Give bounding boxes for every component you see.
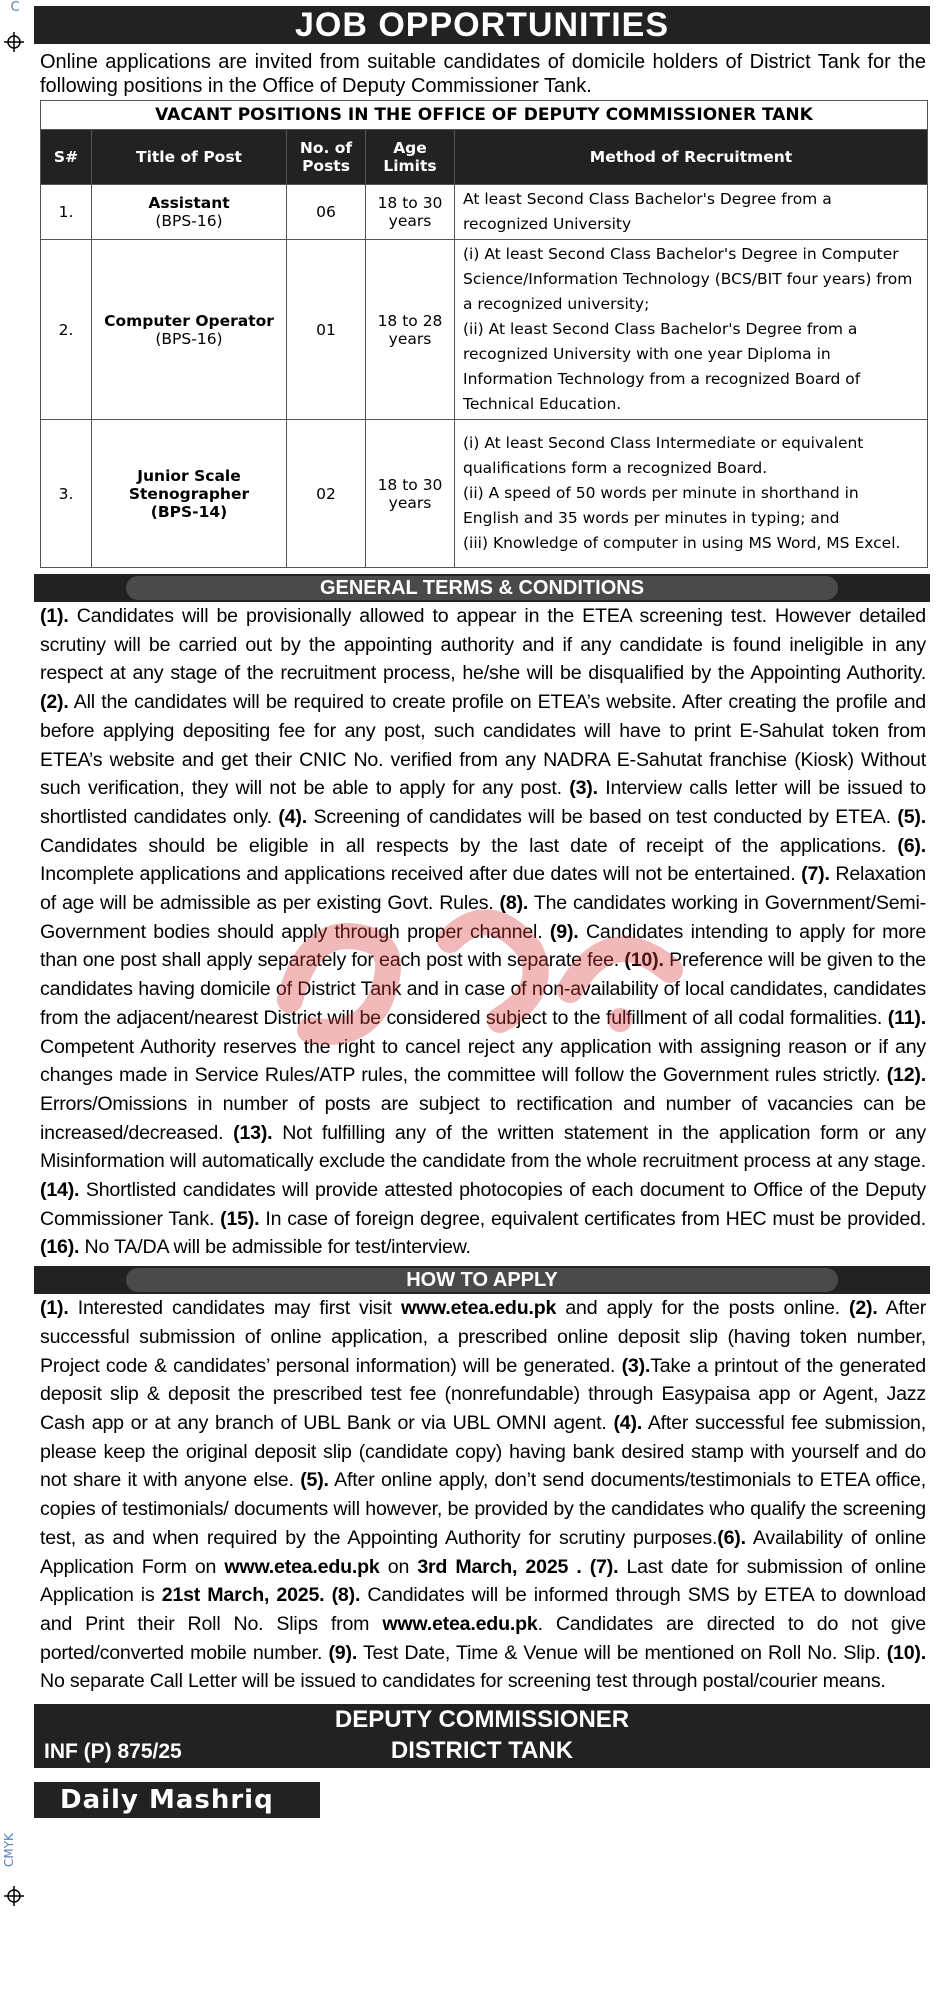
apply-step-7: Last date for submission of online Application is bbox=[40, 1555, 927, 1607]
signature-block bbox=[34, 1704, 930, 1768]
item-number: (2). bbox=[40, 691, 69, 714]
item-number: (2). bbox=[849, 1297, 878, 1320]
intro-text: Online applications are invited from suitable candidates of domicile holders of District Tank for the following positions in the Office of Deputy Commissioner Tank. bbox=[40, 51, 926, 97]
term-item: Errors/Omissions in number of posts are subject to rectification and number of vacancies can be increased/decreased. bbox=[40, 1092, 926, 1144]
vacancy-table-caption: VACANT POSITIONS IN THE OFFICE OF DEPUTY COMMISSIONER TANK bbox=[41, 101, 928, 130]
row-sn: 1. bbox=[41, 185, 92, 240]
apply-step-1: Interested candidates may first visit bbox=[77, 1297, 392, 1320]
item-number: (13). bbox=[233, 1121, 273, 1144]
table-row bbox=[41, 420, 928, 568]
row-posts: 06 bbox=[287, 185, 366, 240]
item-number: (3). bbox=[569, 777, 598, 800]
item-number: (8). bbox=[499, 892, 529, 915]
item-number: (9). bbox=[328, 1641, 358, 1664]
term-item: All the candidates will be required to create profile on ETEA’s website. After creating the profile and before applying depositing fee for any post, such candidates will have to print E-Sahulat token from ETEA’s website and get their CNIC No. verified from any NADRA E-Sahutat franchise (Kiosk) Without such verification, they will not be able to apply for any post. bbox=[40, 691, 926, 800]
etea-link[interactable]: www.etea.edu.pk bbox=[224, 1555, 380, 1578]
term-item: Shortlisted candidates will provide attested photocopies of each document to Office of the Deputy Commissioner Tank. bbox=[40, 1179, 926, 1230]
method-line: (iii) Knowledge of computer in using MS Word, MS Excel. bbox=[463, 534, 901, 552]
terms-text bbox=[34, 602, 930, 1262]
signature-title: DEPUTY COMMISSIONER bbox=[334, 1706, 630, 1734]
apply-step-2: After successful submission of online application, a prescribed online deposit slip (having token number, Project code & candidates’ personal information) will be generated. bbox=[40, 1297, 927, 1377]
item-number: (1). bbox=[40, 605, 69, 627]
row-title bbox=[92, 420, 287, 568]
etea-link[interactable]: www.etea.edu.pk bbox=[382, 1612, 538, 1635]
registration-mark-icon bbox=[4, 1886, 24, 1906]
newspaper-name: Daily Mashriq bbox=[34, 1782, 320, 1818]
apply-step-4: After successful fee submission, please keep the original deposit slip (candidate copy) having bank desired stamp with yourself and do not share it with anyone else. bbox=[40, 1411, 926, 1492]
item-number: (7). bbox=[589, 1555, 619, 1578]
apply-step-3: Take a printout of the generated deposit slip & deposit the prescribed test fee (nonrefundable) through Easypaisa app or Agent, Jazz Cash app or at any branch of UBL Bank or via UBL OMNI agent. bbox=[40, 1354, 926, 1434]
row-sn: 2. bbox=[41, 240, 92, 420]
cmyk-mark: CMYK bbox=[2, 1833, 16, 1867]
row-age: 18 to 28 years bbox=[366, 240, 455, 420]
term-item: Competent Authority reserves the right to cancel reject any application with assigning reason or if any changes made in Service Rules/ATP rules, the committee will follow the Government rules strictly. bbox=[40, 1035, 926, 1087]
table-row bbox=[41, 240, 928, 420]
method-line: (i) At least Second Class Intermediate or equivalent qualifications form a recognized Board. bbox=[463, 434, 864, 477]
item-number: (5). bbox=[300, 1469, 329, 1492]
header-sn: S# bbox=[41, 130, 92, 185]
apply-step-8: Candidates will be informed through SMS by ETEA to download and Print their Roll No. Slips from bbox=[40, 1584, 927, 1635]
apply-step-5: After online apply, don’t send documents/testimonials to ETEA office, copies of testimonials/ documents will however, be provided by the candidates who qualify the screening test, as and when required by the Appointing Authority for scrutiny purposes. bbox=[40, 1469, 926, 1549]
item-number: (8). bbox=[331, 1584, 361, 1607]
header-posts: No. of Posts bbox=[287, 130, 366, 185]
term-item: Screening of candidates will be based on test conducted by ETEA. bbox=[313, 805, 891, 828]
advertisement bbox=[34, 6, 930, 1818]
item-number: (10). bbox=[624, 949, 664, 972]
item-number: (4). bbox=[613, 1411, 643, 1434]
term-item: In case of foreign degree, equivalent certificates from HEC must be provided. bbox=[265, 1207, 927, 1230]
signature-district: DISTRICT TANK bbox=[390, 1737, 574, 1765]
color-mark-c: C bbox=[10, 0, 20, 15]
row-posts: 01 bbox=[287, 240, 366, 420]
reference-number: INF (P) 875/25 bbox=[44, 1740, 182, 1764]
availability-date: 3rd March, 2025 . bbox=[417, 1555, 582, 1578]
item-number: (7). bbox=[801, 863, 830, 886]
post-title: Junior Scale Stenographer bbox=[128, 466, 250, 503]
page-title: JOB OPPORTUNITIES bbox=[34, 6, 930, 44]
post-title: Assistant bbox=[148, 194, 230, 212]
term-item: Incomplete applications and applications received after due dates will not be entertained. bbox=[40, 863, 796, 886]
post-grade: (BPS-16) bbox=[155, 212, 223, 230]
method-line: (ii) At least Second Class Bachelor's Degree from a recognized University with one year Diploma in Information Technology from a recognized Board of Technical Education. bbox=[463, 320, 861, 413]
item-number: (16). bbox=[40, 1236, 80, 1259]
item-number: (14). bbox=[40, 1179, 80, 1202]
term-item: Candidates will be provisionally allowed to appear in the ETEA screening test. However detailed scrutiny will be carried out by the appointing authority and if any candidate is found ineligible in any respect at any stage of the recruitment process, he/she will be disqualified by the Appointing Authority. bbox=[40, 605, 926, 685]
term-item: Preference will be given to the candidates having domicile of District Tank and in case of non-availability of local candidates, candidates from the adjacent/nearest District will be considered subject to the fulfillment of all codal formalities. bbox=[40, 949, 926, 1029]
header-age: Age Limits bbox=[366, 130, 455, 185]
item-number: (11). bbox=[887, 1006, 926, 1029]
row-posts: 02 bbox=[287, 420, 366, 568]
method-line: (i) At least Second Class Bachelor's Degree in Computer Science/Information Technology (BCS/BIT four years) from a recognized university; bbox=[463, 245, 913, 313]
item-number: (15). bbox=[220, 1207, 260, 1230]
apply-step-9: Test Date, Time & Venue will be mentioned on Roll No. Slip. bbox=[362, 1641, 881, 1664]
vacancy-table-header bbox=[41, 130, 928, 185]
term-item: Candidates should be eligible in all respects by the last date of receipt of the applications. bbox=[40, 834, 887, 857]
row-method bbox=[455, 240, 928, 420]
term-item: Candidates intending to apply for more than one post shall apply separately for each post with separate fee. bbox=[40, 920, 927, 972]
apply-heading: HOW TO APPLY bbox=[126, 1268, 838, 1292]
registration-mark-icon bbox=[4, 32, 24, 52]
item-number: (4). bbox=[278, 805, 307, 828]
item-number: (9). bbox=[549, 920, 579, 943]
item-number: (6). bbox=[897, 834, 926, 857]
row-sn: 3. bbox=[41, 420, 92, 568]
term-item: Relaxation of age will be admissible as per existing Govt. Rules. bbox=[40, 863, 926, 915]
last-date: 21st March, 2025. bbox=[161, 1584, 325, 1607]
term-item: The candidates working in Government/Semi-Government bodies should apply through proper channel. bbox=[40, 892, 926, 943]
terms-heading-bar bbox=[34, 574, 930, 602]
etea-link[interactable]: www.etea.edu.pk bbox=[400, 1297, 557, 1320]
item-number: (12). bbox=[886, 1064, 926, 1087]
method-line: At least Second Class Bachelor's Degree from a recognized University bbox=[463, 190, 832, 233]
row-age: 18 to 30 years bbox=[366, 185, 455, 240]
row-age: 18 to 30 years bbox=[366, 420, 455, 568]
vacancy-table bbox=[40, 100, 928, 568]
method-line: (ii) A speed of 50 words per minute in shorthand in English and 35 words per minutes in typing; and bbox=[463, 484, 859, 527]
item-number: (1). bbox=[40, 1297, 69, 1320]
table-row bbox=[41, 185, 928, 240]
header-method: Method of Recruitment bbox=[455, 130, 928, 185]
header-title: Title of Post bbox=[92, 130, 287, 185]
post-title: Computer Operator bbox=[104, 311, 274, 330]
term-item: Not fulfilling any of the written statement in the application form or any Misinformation will automatically exclude the candidate from the whole recruitment process at any stage. bbox=[40, 1121, 926, 1173]
apply-step-10: No separate Call Letter will be issued to candidates for screening test through postal/courier means. bbox=[40, 1670, 886, 1693]
row-method bbox=[455, 185, 928, 240]
apply-text: (1). Interested candidates may first visit www.etea.edu.pk and apply for the posts online. (2). After successful submission of online application, a prescribed online deposit slip (having token number, Project code & candidates’ personal information) will be generated. (3).Take a printout of the generated deposit slip & deposit the prescribed test fee (nonrefundable) through Easypaisa app or Agent, Jazz Cash app or at any branch of UBL Bank or via UBL OMNI agent. (4). After successful fee submission, please keep the original deposit slip (candidate copy) having bank desired stamp with yourself and do not share it with anyone else. (5). After online apply, don’t send documents/testimonials to ETEA office, copies of testimonials/ documents will however, be provided by the candidates who qualify the screening test, as and when required by the Appointing Authority for scrutiny purposes.(6). Availability of online Application Form on www.etea.edu.pk on 3rd March, 2025 . (7). Last date for submission of online Application is 21st March, 2025. (8). Candidates will be informed through SMS by ETEA to download and Print their Roll No. Slips from www.etea.edu.pk. Candidates are directed to do not give ported/converted mobile number. (9). Test Date, Time & Venue will be mentioned on Roll No. Slip. (10). No separate Call Letter will be issued to candidates for screening test through postal/courier means. bbox=[40, 1297, 927, 1693]
item-number: (10). bbox=[886, 1641, 926, 1664]
post-grade: (BPS-16) bbox=[155, 329, 223, 348]
row-title bbox=[92, 185, 287, 240]
item-number: (3). bbox=[621, 1354, 651, 1377]
row-method bbox=[455, 420, 928, 568]
item-number: (5). bbox=[897, 805, 926, 828]
item-number: (6). bbox=[717, 1526, 746, 1549]
apply-step-6: Availability of online Application Form on bbox=[40, 1526, 926, 1578]
post-grade: (BPS-14) bbox=[150, 502, 228, 521]
terms-heading: GENERAL TERMS & CONDITIONS bbox=[126, 576, 838, 600]
term-item: Interview calls letter will be issued to shortlisted candidates only. bbox=[40, 777, 926, 828]
apply-heading-bar bbox=[34, 1266, 930, 1294]
row-title bbox=[92, 240, 287, 420]
term-item: No TA/DA will be admissible for test/interview. bbox=[84, 1236, 471, 1259]
